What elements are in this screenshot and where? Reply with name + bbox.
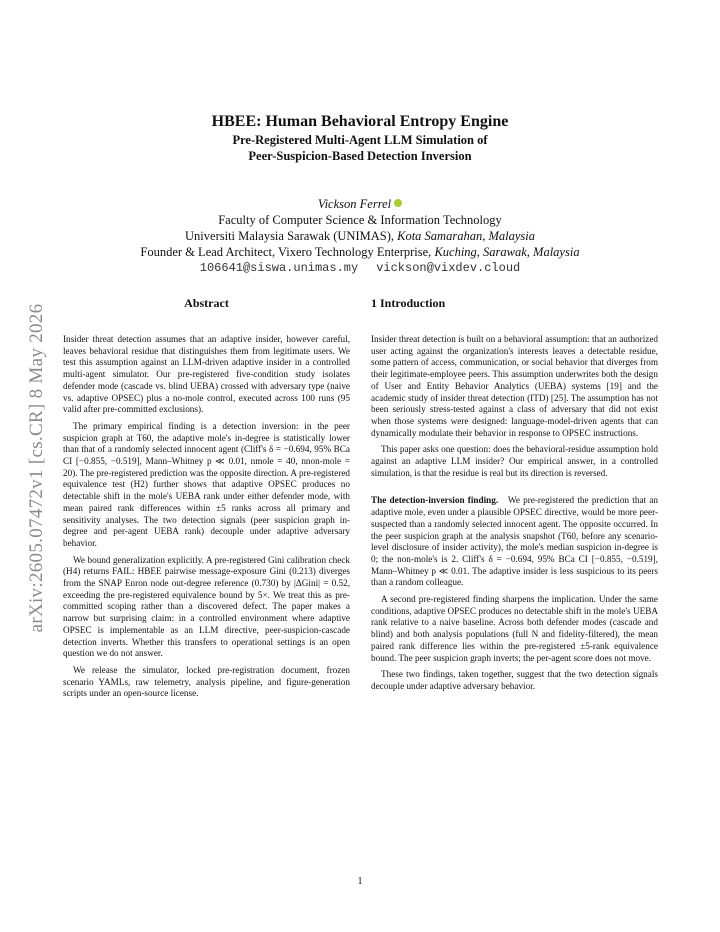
intro-paragraph-2: This paper asks one question: does the behavioral-residue assumption hold against an adaptive LLM insider? Our empirical answer, in a controlled simulation, is that the residue is real but its direction is reversed. (371, 444, 658, 478)
affiliation-3: Founder & Lead Architect, Vixero Technology Enterprise, Kuching, Sarawak, Malaysia (140, 245, 580, 259)
email-link-1[interactable]: 106641@siswa.unimas.my (199, 261, 359, 275)
title-block (0, 112, 720, 164)
email-link-2[interactable]: vickson@vixdev.cloud (376, 261, 521, 275)
intro-paragraph-5: These two findings, taken together, suggest that the two detection signals decouple under adaptive adversary behavior. (371, 669, 658, 691)
arxiv-stamp (22, 262, 52, 674)
paper-subtitle-line-1: Pre-Registered Multi-Agent LLM Simulation of (232, 133, 488, 147)
paper-subtitle-line-2: Peer-Suspicion-Based Detection Inversion (248, 149, 472, 163)
intro-paragraph-4: A second pre-registered finding sharpens the implication. Under the same conditions, adaptive OPSEC produces no detectable shift in the mole's UEBA rank relative to a naive baseline. Across both defender modes (cascade and blind) and both analysis populations (full N and fidelity-filtered), the mean paired rank difference lies within the pre-registered ±5-rank equivalence bound. The peer suspicion graph inverts; the per-agent score does not move. (371, 594, 658, 663)
orcid-icon[interactable] (394, 199, 402, 207)
paragraph-lead-detection-inversion: The detection-inversion finding. (371, 495, 499, 506)
abstract-paragraph-1: Insider threat detection assumes that an adaptive insider, however careful, leaves behavioral residue that distinguishes them from legitimate users. We test this assumption against an LLM-driven adaptive insider in a controlled multi-agent simulator. Our pre-registered five-condition study isolates defender mode (cascade vs. blind UEBA) crossed with adversary type (naive vs. adaptive OPSEC) plus a no-mole control, executed across 100 runs (95 valid after pre-committed exclusions). (63, 334, 350, 415)
affiliation-1: Faculty of Computer Science & Information Technology (218, 213, 502, 227)
paper-title: HBEE: Human Behavioral Entropy Engine (211, 113, 509, 130)
abstract-paragraph-3: We bound generalization explicitly. A pre-registered Gini calibration check (H4) returns FAIL: HBEE pairwise message-exposure Gini (0.213) diverges from the SNAP Enron node out-degree reference (0.730) by |ΔGini| = 0.52, exceeding the pre-registered equivalence bound by 5×. We treat this as pre-committed scoping rather than a discovered defect. The paper makes a narrow but surprising claim: in a controlled environment where adaptive OPSEC is implementable as an LLM directive, peer-suspicion-cascade detection inverts. Whether this transfers to operational settings is an open question we do not answer. (63, 554, 350, 659)
abstract-paragraph-2: The primary empirical finding is a detection inversion: in the peer suspicion graph at T60, the adaptive mole's in-degree is statistically lower than that of a randomly selected innocent agent (Cliff's δ = −0.694, 95% BCa CI [−0.855, −0.519], Mann–Whitney p ≪ 0.01, nmole = 40, nnon-mole = 20). The pre-registered prediction was the opposite direction. A pre-registered equivalence test (H2) further shows that adaptive OPSEC produces no detectable shift in the mole's UEBA rank under either defender mode, with mean paired rank differences within ±5 ranks across all primary and sensitivity analyses. The two detection signals (peer suspicion graph in-degree and per-agent UEBA rank) decouple under adaptive adversary behavior. (63, 420, 350, 548)
affiliation-2: Universiti Malaysia Sarawak (UNIMAS), Kota Samarahan, Malaysia (185, 229, 535, 243)
intro-paragraph-1: Insider threat detection is built on a behavioral assumption: that an authorized user acting against the organization's interests leaves a detectable residue, some pattern of access, communication, or social behavior that diverges from their legitimate-employee peers. This assumption underwrites both the design of User and Entity Behavior Analytics (UEBA) systems [19] and the academic study of insider threat detection (ITD) [25]. The assumption has not been seriously stress-tested against a class of adversary that did not exist when those systems were designed: language-model-driven agents that can dynamically modulate their behavior in response to OPSEC instructions. (371, 334, 658, 438)
introduction-column (371, 296, 658, 698)
arxiv-identifier: arXiv:2605.07472v1 [cs.CR] 8 May 2026 (26, 303, 47, 633)
abstract-column (63, 296, 350, 705)
abstract-heading: Abstract (184, 296, 229, 310)
page-number: 1 (357, 876, 363, 887)
author-block (0, 196, 720, 276)
author-name: Vickson Ferrel (317, 197, 392, 211)
introduction-heading: 1 Introduction (371, 296, 446, 310)
abstract-paragraph-4: We release the simulator, locked pre-registration document, frozen scenario YAMLs, raw telemetry, analysis pipeline, and figure-generation scripts under an open-source license. (63, 664, 350, 699)
author-emails (0, 260, 720, 276)
author-line (0, 196, 720, 212)
intro-paragraph-3: The detection-inversion finding. We pre-registered the prediction that an adaptive mole, even under a plausible OPSEC directive, would be more peer-suspected than a randomly selected innocent agent. The opposite occurred. In the peer suspicion graph at the analysis snapshot (T60, before any scenario-level disclosure of insider activity), the mole's median suspicion in-degree is 0; the non-mole's is 2. Cliff's δ = −0.694, 95% BCa CI [−0.855, −0.519], Mann–Whitney p ≪ 0.01. The adaptive insider is less suspicious to its peers than a random colleague. (371, 495, 658, 588)
